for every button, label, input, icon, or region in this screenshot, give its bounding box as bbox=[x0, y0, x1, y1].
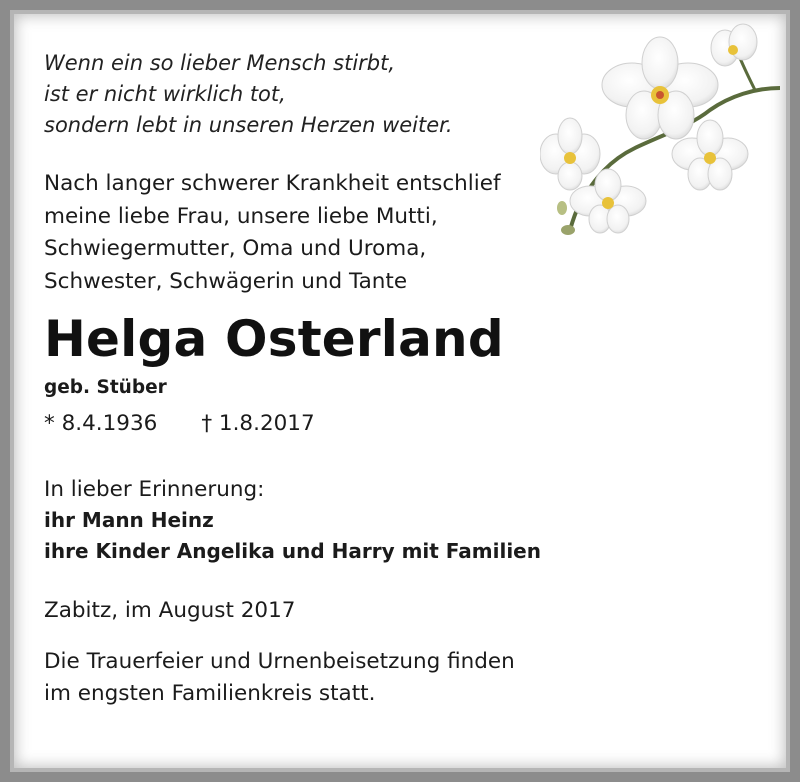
maiden-name: geb. Stüber bbox=[44, 377, 167, 398]
motto-line: sondern lebt in unseren Herzen weiter. bbox=[44, 113, 453, 137]
mourners-section bbox=[44, 474, 764, 567]
deceased-name: Helga Osterland bbox=[44, 310, 504, 368]
mourner-line: ihre Kinder Angelika und Harry mit Familien bbox=[44, 539, 541, 563]
announcement-line: Schwester, Schwägerin und Tante bbox=[44, 268, 408, 294]
announcement-line: Schwiegermutter, Oma und Uroma, bbox=[44, 236, 427, 261]
mourner-line: ihr Mann Heinz bbox=[44, 508, 214, 532]
funeral-note bbox=[44, 646, 764, 710]
motto-line: ist er nicht wirklich tot, bbox=[44, 82, 286, 106]
announcement-line: Nach langer schwerer Krankheit entschlief bbox=[44, 171, 501, 196]
note-line: im engsten Familienkreis statt. bbox=[44, 681, 376, 706]
memory-heading: In lieber Erinnerung: bbox=[44, 477, 265, 502]
death-date: † 1.8.2017 bbox=[201, 411, 315, 436]
place-date: Zabitz, im August 2017 bbox=[44, 598, 296, 623]
life-dates bbox=[44, 409, 764, 439]
motto-line: Wenn ein so lieber Mensch stirbt, bbox=[44, 51, 396, 75]
motto-verse bbox=[44, 48, 764, 141]
birth-date: * 8.4.1936 bbox=[44, 411, 158, 436]
death-announcement bbox=[44, 168, 764, 298]
note-line: Die Trauerfeier und Urnenbeisetzung finden bbox=[44, 649, 515, 674]
announcement-line: meine liebe Frau, unsere liebe Mutti, bbox=[44, 203, 438, 229]
obituary-content bbox=[44, 48, 764, 710]
